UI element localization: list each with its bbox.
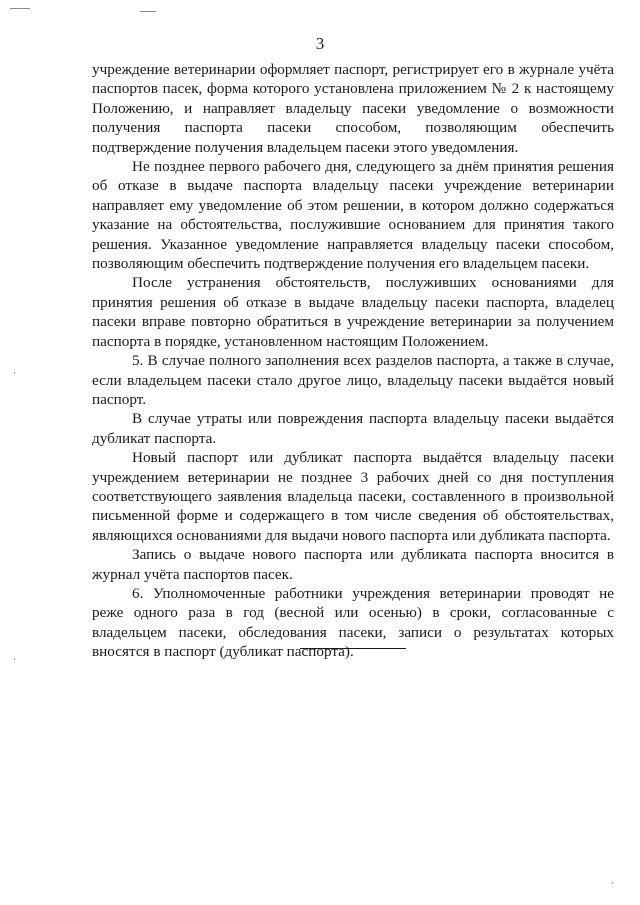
scan-mark xyxy=(140,11,156,12)
scan-mark xyxy=(14,658,15,660)
paragraph: 6. Уполномоченные работники учреждения ветеринарии проводят не реже одного раза в год (весной или осенью) в сроки, согласованные с владельцем пасеки, обследования пасеки, записи о результатах которых вносятся в паспорт (дубликат паспорта). xyxy=(92,584,614,661)
scan-mark xyxy=(14,372,15,374)
body-text xyxy=(92,60,614,662)
paragraph: Новый паспорт или дубликат паспорта выдаётся владельцу пасеки учреждением ветеринарии не позднее 3 рабочих дней со дня поступления соответствующего заявления владельца пасеки, составленного в произвольной письменной форме и содержащего в том числе сведения об обстоятельствах, являющихся основаниями для выдачи нового паспорта или дубликата паспорта. xyxy=(92,449,614,544)
end-of-document-rule xyxy=(300,648,406,649)
paragraph: Запись о выдаче нового паспорта или дубликата паспорта вносится в журнал учёта паспортов пасек. xyxy=(92,546,614,583)
page-number: 3 xyxy=(315,34,325,53)
scan-mark xyxy=(10,8,30,9)
scan-mark xyxy=(612,882,613,884)
paragraph: После устранения обстоятельств, послуживших основаниями для принятия решения об отказе в выдаче владельцу пасеки паспорта, владелец пасеки вправе повторно обратиться в учреждение ветеринарии за получением паспорта в порядке, установленном настоящим Положением. xyxy=(92,274,614,350)
paragraph: В случае утраты или повреждения паспорта владельцу пасеки выдаётся дубликат паспорта. xyxy=(92,410,614,447)
paragraph: учреждение ветеринарии оформляет паспорт, регистрирует его в журнале учёта паспортов пасек, форма которого установлена приложением № 2 к настоящему Положению, и направляет владельцу пасеки уведомление о возможности получения паспорта пасеки способом, позволяющим обеспечить подтверждение получения владельцем пасеки этого уведомления. xyxy=(92,61,614,156)
paragraph: 5. В случае полного заполнения всех разделов паспорта, а также в случае, если владельцем пасеки стало другое лицо, владельцу пасеки выдаётся новый паспорт. xyxy=(92,352,614,408)
paragraph: Не позднее первого рабочего дня, следующего за днём принятия решения об отказе в выдаче паспорта владельцу пасеки учреждение ветеринарии направляет ему уведомление об этом решении, в котором должно содержаться указание на обстоятельства, послужившие основанием для принятия такого решения. Указанное уведомление направляется владельцу пасеки способом, позволяющим обеспечить подтверждение получения его владельцем пасеки. xyxy=(92,158,614,273)
